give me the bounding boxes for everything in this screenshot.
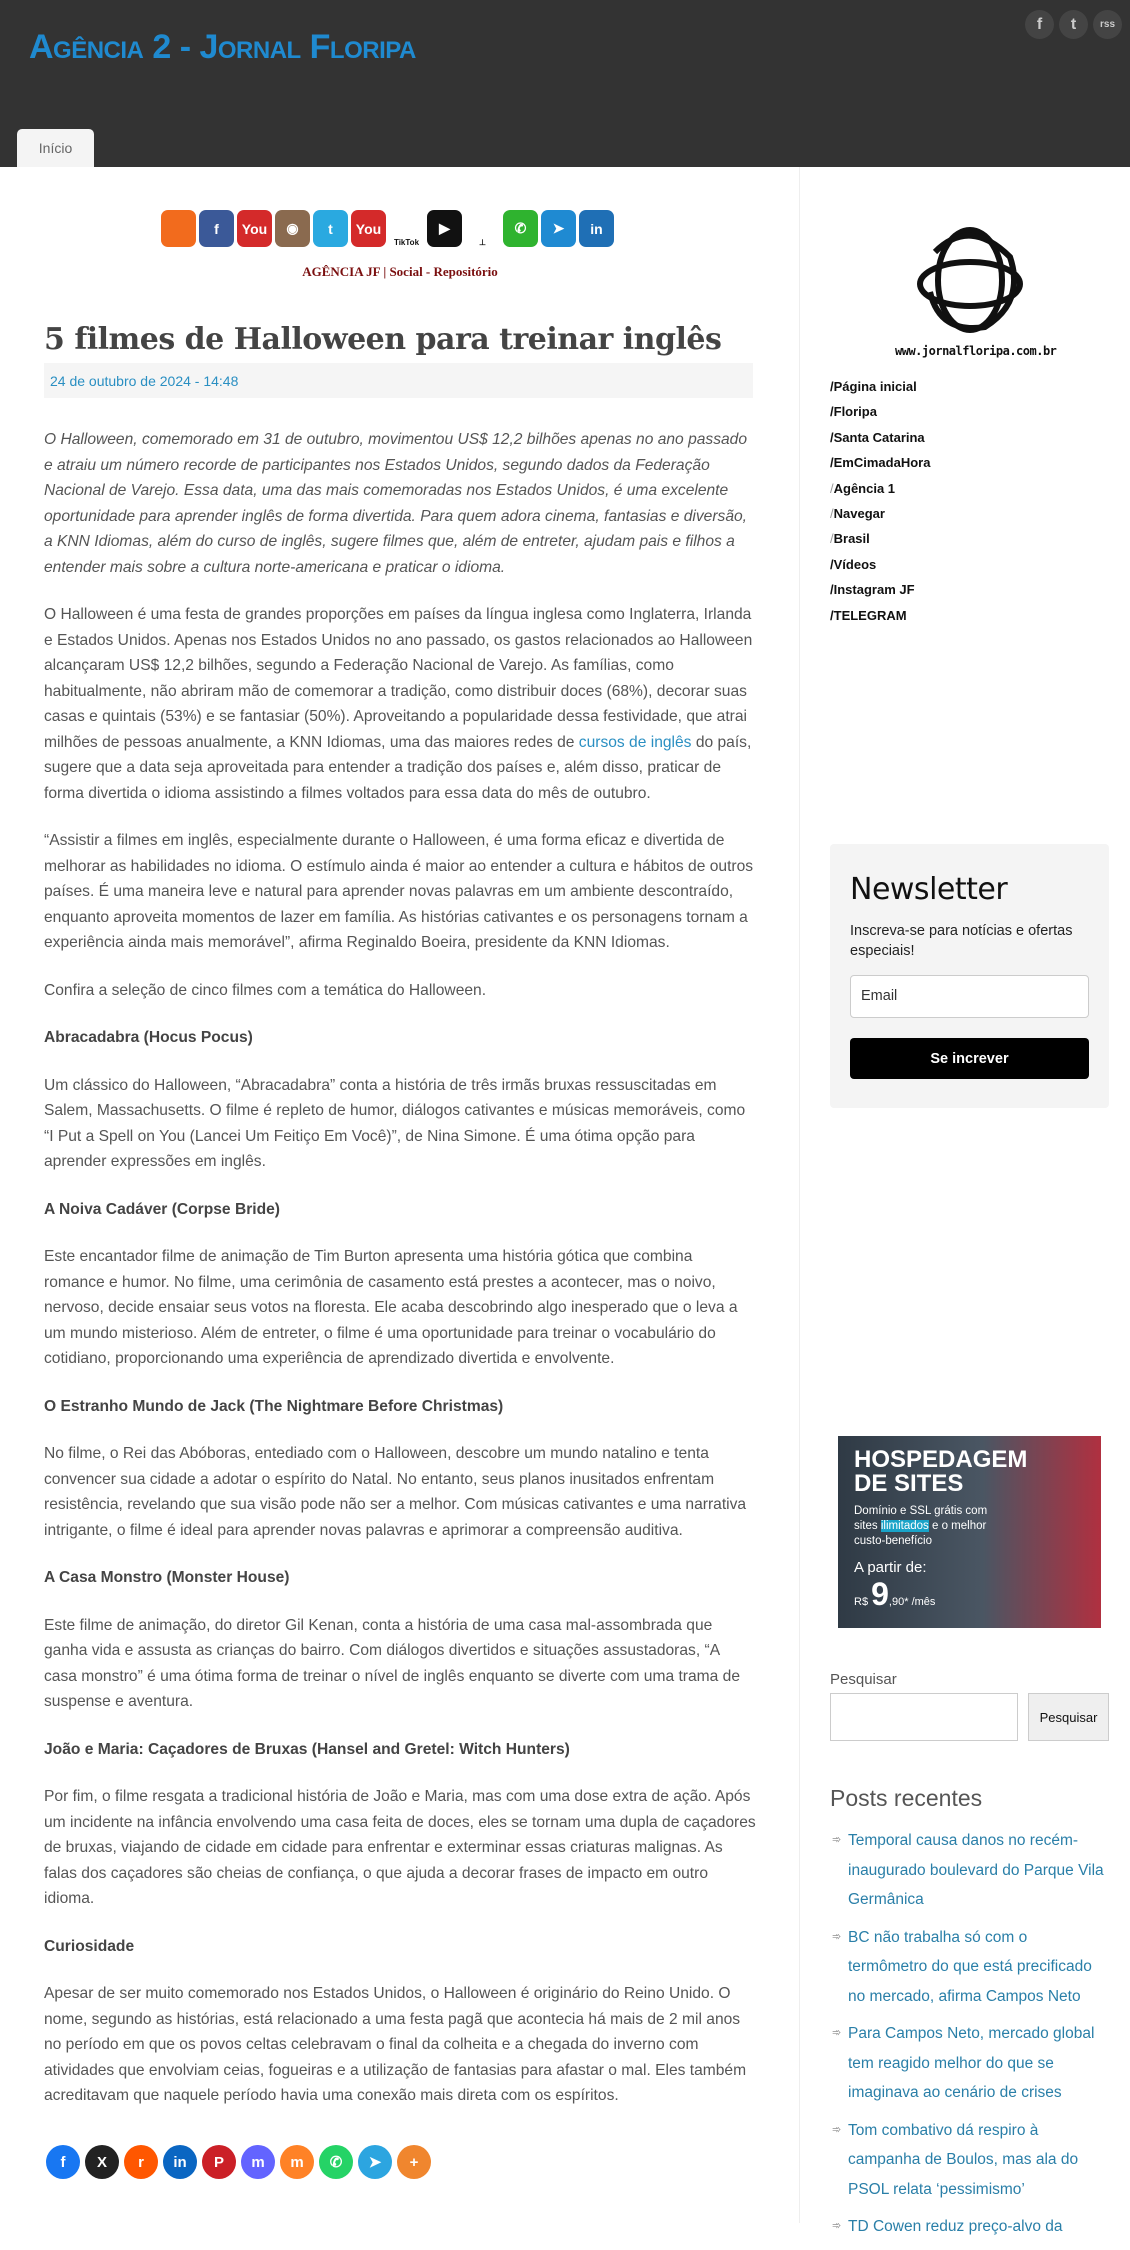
facebook-icon[interactable]: f bbox=[199, 210, 234, 247]
ad-cents: ,90* bbox=[888, 1596, 909, 1608]
ad-line: sites bbox=[854, 1520, 881, 1532]
ad-title-1: HOSPEDAGEM bbox=[854, 1446, 1028, 1473]
text: do país, sugere que a data seja aproveitada para entender a tradição dos países e, além disso, praticar de forma divertida o idioma assistindo a filmes voltados para essa data do mês de outubro. bbox=[44, 733, 752, 802]
arrow-right-icon: ➾ bbox=[832, 1930, 842, 1943]
section-heading: João e Maria: Caçadores de Bruxas (Hansel and Gretel: Witch Hunters) bbox=[44, 1740, 570, 1758]
nav-tab-inicio[interactable]: Início bbox=[17, 129, 94, 167]
share-telegram-icon[interactable]: ➤ bbox=[358, 2145, 392, 2179]
recent-post-link[interactable]: TD Cowen reduz preço-alvo da bbox=[848, 2218, 1063, 2235]
hosting-ad-banner[interactable] bbox=[838, 1436, 1101, 1628]
recent-post-link[interactable]: Temporal causa danos no recém-inaugurado boulevard do Parque Vila Germânica bbox=[848, 1832, 1104, 1908]
recent-posts-title: Posts recentes bbox=[830, 1785, 983, 1811]
arrow-right-icon: ➾ bbox=[832, 2027, 842, 2039]
instagram-icon[interactable]: ◉ bbox=[275, 210, 310, 247]
article-paragraph: Confira a seleção de cinco filmes com a temática do Halloween. bbox=[44, 981, 487, 999]
recent-post-link[interactable]: Tom combativo dá respiro à campanha de Boulos, mas ala do PSOL relata ‘pessimismo’ bbox=[848, 2121, 1079, 2198]
search-input[interactable] bbox=[830, 1693, 1018, 1741]
sidebar-link[interactable] bbox=[830, 577, 930, 602]
share-linkedin-icon[interactable]: in bbox=[163, 2145, 197, 2179]
share-facebook-icon[interactable]: f bbox=[46, 2145, 80, 2179]
ad-title-2: DE SITES bbox=[854, 1470, 964, 1497]
youtube-icon[interactable]: You bbox=[237, 210, 272, 247]
sidebar-link-label: Navegar bbox=[833, 506, 885, 522]
rss-icon[interactable]: rss bbox=[1093, 10, 1122, 39]
section-heading: O Estranho Mundo de Jack (The Nightmare Before Christmas) bbox=[44, 1397, 504, 1415]
sidebar-link-label: Floripa bbox=[833, 404, 877, 420]
slash: / bbox=[830, 404, 834, 420]
sidebar-link[interactable] bbox=[830, 425, 930, 450]
arrow-right-icon: ➾ bbox=[832, 1834, 842, 1846]
ad-highlight: ilimitados bbox=[880, 1520, 929, 1532]
social-icon-strip bbox=[161, 210, 614, 247]
email-input[interactable]: Email bbox=[850, 975, 1089, 1018]
slash: / bbox=[830, 582, 834, 598]
slash: / bbox=[830, 506, 834, 522]
text: O Halloween é uma festa de grandes proporções em países da língua inglesa como Inglaterra, Irlanda e Estados Unidos. Apenas nos Estados Unidos no ano passado, os gastos relacionados ao Halloween alcançaram US$ 12,2 bilhões, segundo a Federação Nacional de Varejo. As famílias, como habitualmente, não abriram mão de comemorar a tradição, como distribuir doces (68%), decorar suas casas e quintais (53%) e se fantasiar (50%). Aproveitando a popularidade dessa festividade, que atrai milhões de pessoas anualmente, a KNN Idiomas, uma das maiores redes de bbox=[44, 606, 753, 751]
sidebar-link-label: Vídeos bbox=[833, 556, 877, 572]
sitemap-icon[interactable]: ⊥ bbox=[465, 210, 500, 247]
share-pinterest-icon[interactable]: P bbox=[202, 2145, 236, 2179]
subscribe-button[interactable]: Se increver bbox=[850, 1038, 1089, 1079]
article-paragraph: No filme, o Rei das Abóboras, entediado com o Halloween, descobre um mundo natalino e tenta convencer sua cidade a adotar o espírito do Natal. No entanto, seus planos inusitados enfrentam resistência, revelando que sua visão pode não ser a melhor. Com músicas cativantes e uma narrativa intrigante, o filme é ideal para aprender novas palavras e aprimorar a compreensão auditiva. bbox=[44, 1445, 747, 1539]
sidebar-link-label: Brasil bbox=[833, 531, 870, 547]
share-bar bbox=[46, 2145, 431, 2179]
article-intro: O Halloween, comemorado em 31 de outubro, movimentou US$ 12,2 bilhões apenas no ano passado e atraiu um número recorde de participantes nos Estados Unidos, segundo dados da Federação Nacional de Varejo. Essa data, uma das mais comemoradas nos Estados Unidos, é uma excelente oportunidade para aprender inglês de forma divertida. Para quem adora cinema, fantasias e diversão, a KNN Idiomas, além do curso de inglês, sugere filmes que, além de entreter, ajudam pais e filhos a entender mais sobre a cultura norte-americana e praticar o idioma. bbox=[44, 431, 748, 576]
share-reddit-icon[interactable]: r bbox=[124, 2145, 158, 2179]
newsletter-text: Inscreva-se para notícias e ofertas especiais! bbox=[850, 923, 1073, 959]
recent-posts-list bbox=[830, 1826, 1110, 2250]
ad-line: e o melhor bbox=[928, 1520, 987, 1532]
article-paragraph: Este encantador filme de animação de Tim Burton apresenta uma história gótica que combina romance e humor. No filme, uma cerimônia de casamento está prestes a acontecer, mas o noivo, nervoso, decide ensaiar seus votos na floresta. Ele acaba descobrindo algo inesperado que o leva a um mundo misterioso. Além de entreter, o filme é uma oportunidade para treinar o vocabulário do cotidiano, proporcionando uma experiência de aprendizado divertida e envolvente. bbox=[44, 1248, 738, 1367]
slash: / bbox=[830, 556, 834, 572]
recent-post-item[interactable] bbox=[830, 1923, 1110, 2012]
section-heading: Abracadabra (Hocus Pocus) bbox=[44, 1029, 253, 1046]
youtube-icon[interactable]: You bbox=[351, 210, 386, 247]
section-heading: A Noiva Cadáver (Corpse Bride) bbox=[44, 1200, 280, 1218]
sidebar-link[interactable] bbox=[830, 450, 930, 475]
sidebar-link-label: Santa Catarina bbox=[833, 429, 925, 445]
newsletter-box bbox=[830, 844, 1109, 1108]
slash: / bbox=[830, 379, 834, 394]
cursos-link[interactable]: cursos de inglês bbox=[578, 733, 692, 751]
arrow-right-icon: ➾ bbox=[832, 2123, 842, 2136]
ad-price bbox=[854, 1576, 1085, 1613]
search-button[interactable]: Pesquisar bbox=[1028, 1693, 1109, 1741]
recent-post-link[interactable]: Para Campos Neto, mercado global tem reagido melhor do que se imaginava ao cenário de crises bbox=[848, 2025, 1095, 2101]
article-paragraph: Este filme de animação, do diretor Gil Kenan, conta a história de uma casa mal-assombrada que ganha vida e assusta as crianças do bairro. Com diálogos divertidos e situações assustadoras, “A casa monstro” é uma ótima forma de treinar o nível de inglês enquanto se diverte com uma trama de suspense e aventura. bbox=[44, 1616, 741, 1710]
ad-price-value: 9 bbox=[871, 1576, 889, 1612]
site-title[interactable]: Agência 2 - Jornal Floripa bbox=[29, 28, 416, 66]
twitter-icon[interactable]: t bbox=[1059, 10, 1088, 39]
globe-logo-icon bbox=[915, 222, 1025, 337]
play-icon[interactable]: ▶ bbox=[427, 210, 462, 247]
slash: / bbox=[830, 531, 834, 547]
rss-icon[interactable] bbox=[161, 210, 196, 247]
article-paragraph bbox=[44, 602, 756, 806]
article-paragraph: Apesar de ser muito comemorado nos Estados Unidos, o Halloween é originário do Reino Unido. O nome, segundo as histórias, está relacionado a uma festa pagã que acontecia há mais de 2 mil anos no período em que os povos celtas celebravam o final da colheita e a chegada do inverno com atividades que envolviam ceias, fogueiras e a utilização de fantasias para afastar o mal. Eles também acreditavam que naquele período havia uma conexão mais direta com os espíritos. bbox=[44, 1985, 747, 2104]
sidebar-link-label: TELEGRAM bbox=[833, 607, 907, 623]
article-date: 24 de outubro de 2024 - 14:48 bbox=[44, 363, 753, 398]
article-paragraph: “Assistir a filmes em inglês, especialmente durante o Halloween, é uma forma eficaz e divertida de melhorar as habilidades no idioma. O estímulo ainda é maior ao entender a cultura e hábitos de outros países. É uma maneira leve e natural para aprender novas palavras em um ambiente descontraído, enquanto aproveita momentos de lazer em família. As histórias cativantes e os personagens tornam a experiência ainda mais memorável”, afirma Reginaldo Boeira, presidente da KNN Idiomas. bbox=[44, 832, 754, 951]
share-whatsapp-icon[interactable]: ✆ bbox=[319, 2145, 353, 2179]
sidebar-link-label: Página inicial bbox=[833, 379, 917, 394]
sidebar-link[interactable] bbox=[830, 399, 930, 424]
slash: / bbox=[830, 455, 834, 471]
article-paragraph: Por fim, o filme resgata a tradicional história de João e Maria, mas com uma dose extra de ação. Após um incidente na infância envolvendo uma casa feita de doces, eles se tornam uma dupla de caçadores de bruxas, viajando de cidade em cidade para enfrentar e exterminar essas criaturas malignas. As falas dos caçadores são cheias de confiança, o que ajuda a decorar frases de impacto em outro idioma. bbox=[44, 1788, 756, 1907]
recent-post-item[interactable] bbox=[830, 2116, 1110, 2205]
sidebar-link[interactable] bbox=[830, 603, 930, 628]
search-label: Pesquisar bbox=[830, 1671, 897, 1688]
whatsapp-icon[interactable]: ✆ bbox=[503, 210, 538, 247]
facebook-icon[interactable]: f bbox=[1025, 10, 1054, 39]
sidebar-links bbox=[830, 374, 930, 628]
share-x-icon[interactable]: X bbox=[85, 2145, 119, 2179]
article-title: 5 filmes de Halloween para treinar inglês bbox=[44, 322, 722, 357]
jornal-floripa-logo[interactable] bbox=[895, 222, 1057, 358]
ad-line: custo-benefício bbox=[854, 1535, 932, 1547]
linkedin-icon[interactable]: in bbox=[579, 210, 614, 247]
recent-post-item[interactable] bbox=[830, 2212, 1110, 2242]
social-caption[interactable]: AGÊNCIA JF | Social - Repositório bbox=[302, 264, 498, 279]
logo-url: www.jornalfloripa.com.br bbox=[895, 344, 1057, 358]
share-mastodon-icon[interactable]: m bbox=[241, 2145, 275, 2179]
sidebar-divider bbox=[799, 167, 800, 2223]
sidebar-link-label: Instagram JF bbox=[833, 582, 915, 598]
sidebar-link[interactable] bbox=[830, 526, 930, 551]
sidebar-link[interactable] bbox=[830, 476, 930, 501]
ad-period: /mês bbox=[911, 1596, 936, 1608]
ad-line: Domínio e SSL grátis com bbox=[854, 1505, 988, 1517]
sidebar-link[interactable] bbox=[830, 374, 930, 399]
ad-text bbox=[854, 1504, 1085, 1549]
slash: / bbox=[830, 607, 834, 623]
sidebar-link-label: Agência 1 bbox=[833, 480, 896, 496]
sidebar-link[interactable] bbox=[830, 552, 930, 577]
recent-post-item[interactable] bbox=[830, 2019, 1110, 2108]
twitter-icon[interactable]: t bbox=[313, 210, 348, 247]
site-header bbox=[0, 0, 1130, 167]
article-body bbox=[44, 427, 756, 2109]
sidebar-link[interactable] bbox=[830, 501, 930, 526]
tiktok-icon[interactable]: TikTok bbox=[389, 210, 424, 247]
telegram-icon[interactable]: ➤ bbox=[541, 210, 576, 247]
recent-post-item[interactable] bbox=[830, 1826, 1110, 1915]
article-paragraph: Um clássico do Halloween, “Abracadabra” conta a história de três irmãs bruxas ressuscitadas em Salem, Massachusetts. O filme é repleto de humor, diálogos cativantes e músicas memoráveis, como “I Put a Spell on You (Lancei Um Feitiço Em Você)”, de Nina Simone. É uma ótima opção para aprender expressões em inglês. bbox=[44, 1076, 746, 1170]
ad-title bbox=[854, 1448, 1085, 1496]
newsletter-title: Newsletter bbox=[850, 872, 1008, 907]
share-more-icon[interactable]: + bbox=[397, 2145, 431, 2179]
slash: / bbox=[830, 429, 834, 445]
share-mix-icon[interactable]: m bbox=[280, 2145, 314, 2179]
recent-post-link[interactable]: BC não trabalha só com o termômetro do que está precificado no mercado, afirma Campos Neto bbox=[848, 1928, 1092, 2005]
ad-from: A partir de: bbox=[854, 1559, 927, 1576]
ad-currency: R$ bbox=[854, 1596, 869, 1608]
section-heading: Curiosidade bbox=[44, 1937, 135, 1955]
sidebar-link-label: EmCimadaHora bbox=[833, 455, 931, 471]
slash: / bbox=[830, 480, 834, 496]
section-heading: A Casa Monstro (Monster House) bbox=[44, 1569, 290, 1586]
arrow-right-icon: ➾ bbox=[832, 2220, 842, 2232]
